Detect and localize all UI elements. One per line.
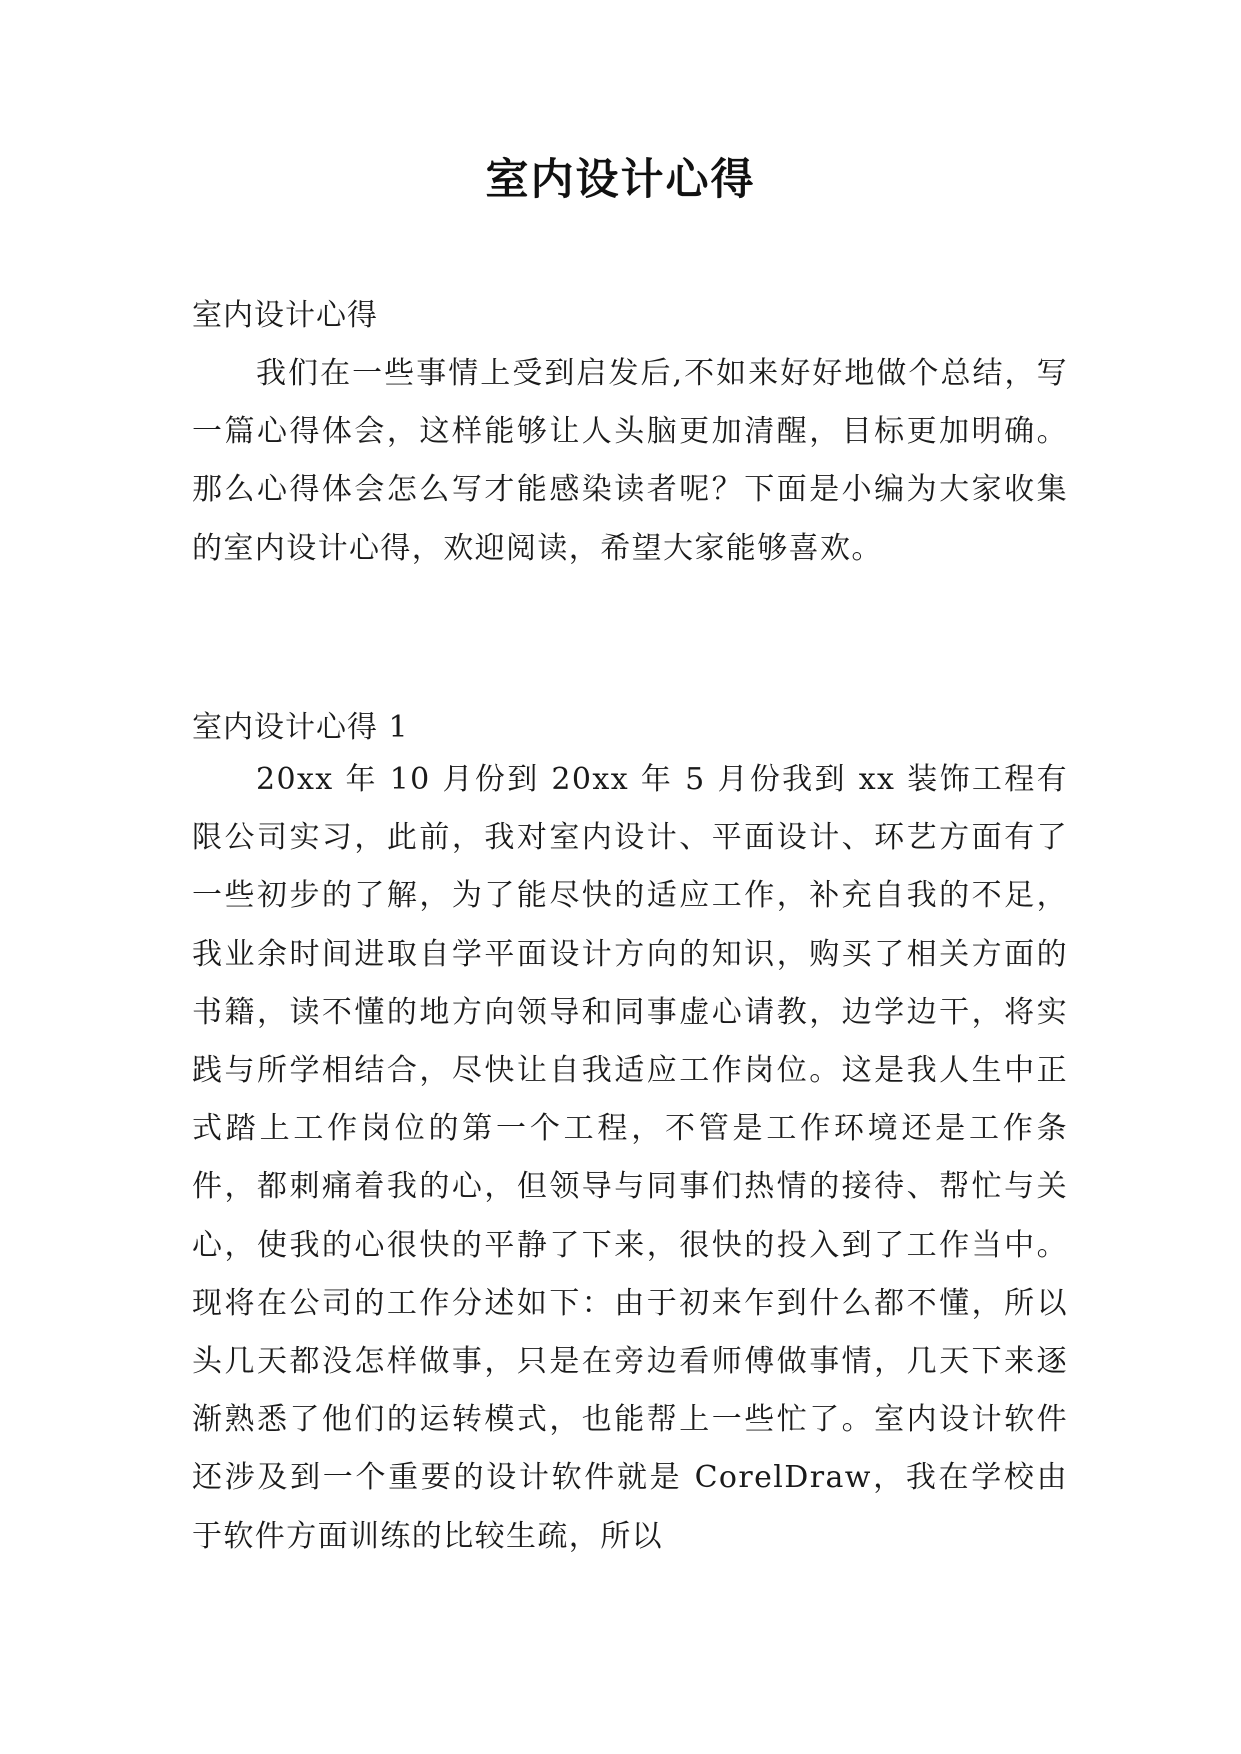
document-title: 室内设计心得: [485, 155, 756, 205]
section-1-heading: 室内设计心得 1: [192, 710, 409, 745]
intro-heading: 室内设计心得: [192, 298, 378, 333]
intro-paragraph: 我们在一些事情上受到启发后,不如来好好地做个总结，写一篇心得体会，这样能够让人头脑更加清醒，目标更加明确。那么心得体会怎么写才能感染读者呢？下面是小编为大家收集的室内设计心得，欢迎阅读，希望大家能够喜欢。: [192, 356, 1068, 566]
section-1-paragraph: 20xx 年 10 月份到 20xx 年 5 月份我到 xx 装饰工程有限公司实习，此前，我对室内设计、平面设计、环艺方面有了一些初步的了解，为了能尽快的适应工作，补充自我的不足，我业余时间进取自学平面设计方向的知识，购买了相关方面的书籍，读不懂的地方向领导和同事虚心请教，边学边干，将实践与所学相结合，尽快让自我适应工作岗位。这是我人生中正式踏上工作岗位的第一个工程，不管是工作环境还是工作条件，都刺痛着我的心，但领导与同事们热情的接待、帮忙与关心，使我的心很快的平静了下来，很快的投入到了工作当中。现将在公司的工作分述如下：由于初来乍到什么都不懂，所以头几天都没怎样做事，只是在旁边看师傅做事情，几天下来逐渐熟悉了他们的运转模式，也能帮上一些忙了。室内设计软件还涉及到一个重要的设计软件就是 CorelDraw，我在学校由于软件方面训练的比较生疏，所以: [192, 762, 1068, 1554]
